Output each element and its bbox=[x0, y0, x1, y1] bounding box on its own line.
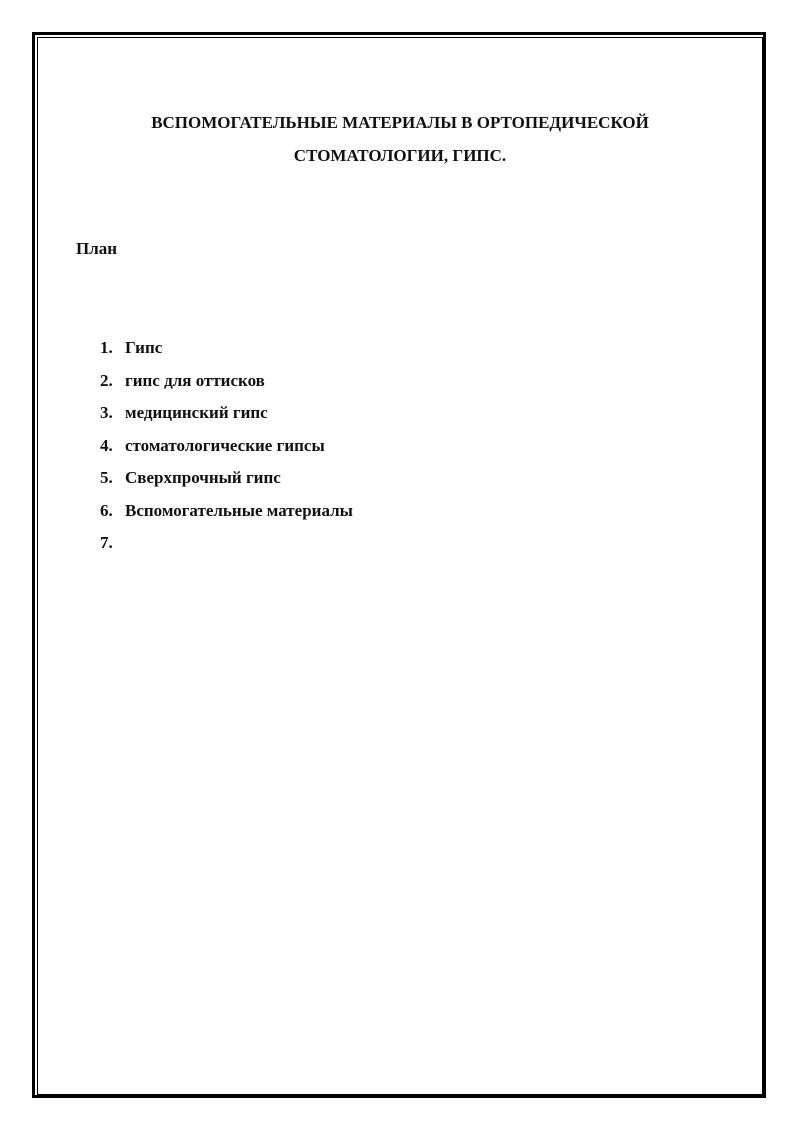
document-title-line-2: СТОМАТОЛОГИИ, ГИПС. bbox=[293, 146, 507, 165]
plan-list-item bbox=[100, 336, 353, 369]
plan-item-number: 7. bbox=[100, 533, 113, 552]
page-border-inner bbox=[37, 37, 763, 1095]
plan-item-number: 1. bbox=[100, 338, 113, 357]
plan-item-text: Гипс bbox=[125, 338, 163, 357]
plan-item-number: 3. bbox=[100, 403, 113, 422]
document-title-line-1: ВСПОМОГАТЕЛЬНЫЕ МАТЕРИАЛЫ В ОРТОПЕДИЧЕСКОЙ bbox=[151, 113, 649, 132]
plan-list-item bbox=[100, 499, 353, 532]
plan-list-item bbox=[100, 531, 353, 564]
plan-item-number: 5. bbox=[100, 468, 113, 487]
plan-item-number: 4. bbox=[100, 435, 113, 455]
plan-list-item bbox=[100, 401, 353, 434]
plan-item-text: стоматологические гипсы bbox=[125, 435, 325, 455]
document-title bbox=[40, 106, 760, 172]
plan-list bbox=[100, 336, 353, 564]
plan-item-number: 2. bbox=[100, 370, 113, 390]
plan-item-number: 6. bbox=[100, 500, 113, 520]
plan-list-item bbox=[100, 466, 353, 499]
plan-item-text: Вспомогательные материалы bbox=[125, 500, 353, 520]
plan-item-text: гипс для оттисков bbox=[125, 370, 265, 390]
plan-item-text: Сверхпрочный гипс bbox=[125, 468, 281, 487]
plan-heading: План bbox=[76, 239, 118, 258]
plan-list-item bbox=[100, 369, 353, 402]
plan-item-text: медицинский гипс bbox=[125, 403, 268, 422]
plan-list-item bbox=[100, 434, 353, 467]
